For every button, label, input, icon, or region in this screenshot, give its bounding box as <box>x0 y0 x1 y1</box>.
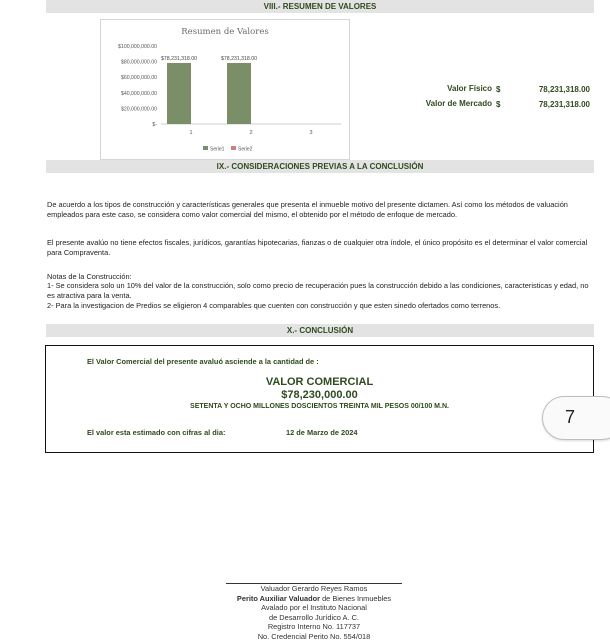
legend-swatch <box>203 146 208 150</box>
conclusion-intro: El Valor Comercial del presente avaluó asciende a la cantidad de : <box>87 357 319 366</box>
paragraph-metodo: De acuerdo a los tipos de construcción y características generales que presenta el inmueble motivo del presente dictamen. Así como los métodos de valuación empleados para este caso, se considera como valor comercial del mismo, el obtenido por el método de enfoque de mercado. <box>47 200 592 220</box>
valor-fisico-amount: 78,231,318.00 <box>520 85 590 94</box>
page-number-tab <box>542 396 610 440</box>
data-label: $78,231,318.00 <box>161 56 197 62</box>
chart-title: Resumen de Valores <box>181 27 268 37</box>
y-tick-label: $20,000,000.00 <box>121 106 157 112</box>
date-value: 12 de Marzo de 2024 <box>286 428 357 437</box>
chart-resumen-valores <box>100 19 350 160</box>
valor-mercado-row <box>380 99 492 111</box>
valor-fisico-currency: $ <box>496 85 500 94</box>
conclusion-box <box>45 345 594 453</box>
note-2: 2- Para la investigacion de Predios se eligieron 4 comparables que cuenten con construcción y que esten sinedo ofertados como terrenos. <box>47 301 592 311</box>
page-number: 7 <box>565 407 575 428</box>
x-tick-label: 2 <box>249 130 252 136</box>
section-header-conclusion: X.- CONCLUSIÓN <box>46 324 594 337</box>
signature-name: Valuador Gerardo Reyes Ramos <box>200 584 428 594</box>
valor-fisico-row <box>380 84 492 96</box>
y-tick-label: $40,000,000.00 <box>121 91 157 97</box>
legend-swatch <box>231 146 236 150</box>
y-tick-label: $60,000,000.00 <box>121 75 157 81</box>
valor-fisico-label: Valor Físico <box>447 84 492 93</box>
signature-title-bold: Perito Auxiliar Valuador <box>237 594 320 603</box>
date-label: El valor esta estimado con cifras al dia: <box>87 428 225 437</box>
signature-line-6: No. Credencial Perito No. 554/018 <box>200 632 428 641</box>
valor-mercado-label: Valor de Mercado <box>426 99 492 108</box>
section-header-consideraciones: IX.- CONSIDERACIONES PREVIAS A LA CONCLUSIÓN <box>46 160 594 173</box>
signature-line-4: de Desarrollo Jurídico A. C. <box>200 613 428 623</box>
signature-title-rest: de Bienes Inmuebles <box>320 594 391 603</box>
legend-label: Serie2 <box>238 147 253 153</box>
y-tick-label: $80,000,000.00 <box>121 60 157 66</box>
y-tick-label: $- <box>152 122 157 128</box>
legend-label: Serie1 <box>210 147 225 153</box>
signature-line-5: Registro Interno No. 117737 <box>200 622 428 632</box>
x-tick-label: 3 <box>309 130 312 136</box>
chart-canvas <box>101 20 349 159</box>
bar-serie1 <box>227 63 251 124</box>
data-label: $78,231,318.00 <box>221 56 257 62</box>
x-tick-label: 1 <box>189 130 192 136</box>
valor-comercial-words: SETENTA Y OCHO MILLONES DOSCIENTOS TREINTA MIL PESOS 00/100 M.N. <box>46 403 593 410</box>
signature-title <box>200 594 428 604</box>
valor-comercial-amount: $78,230,000.00 <box>46 389 593 401</box>
signature-line-3: Avalado por el Instituto Nacional <box>200 603 428 613</box>
bar-serie1 <box>167 63 191 124</box>
section-header-resumen: VIII.- RESUMEN DE VALORES <box>46 0 594 13</box>
note-1: 1- Se considera solo un 10% del valor de la construcción, solo como precio de recuperación pues la construcción debido a las condiciones, caracteristicas y edad, no es atractiva para la venta. <box>47 281 592 301</box>
notes-title: Notas de la Construcción: <box>47 272 592 282</box>
y-tick-label: $100,000,000.00 <box>118 44 157 50</box>
valor-mercado-currency: $ <box>496 100 500 109</box>
valor-mercado-amount: 78,231,318.00 <box>520 100 590 109</box>
paragraph-proposito: El presente avalúo no tiene efectos fiscales, jurídicos, garantías hipotecarias, fianzas o de cualquier otra índole, el único propósito es el determinar el valor comercial para Compraventa. <box>47 238 592 258</box>
valor-comercial-heading: VALOR COMERCIAL <box>46 376 593 388</box>
